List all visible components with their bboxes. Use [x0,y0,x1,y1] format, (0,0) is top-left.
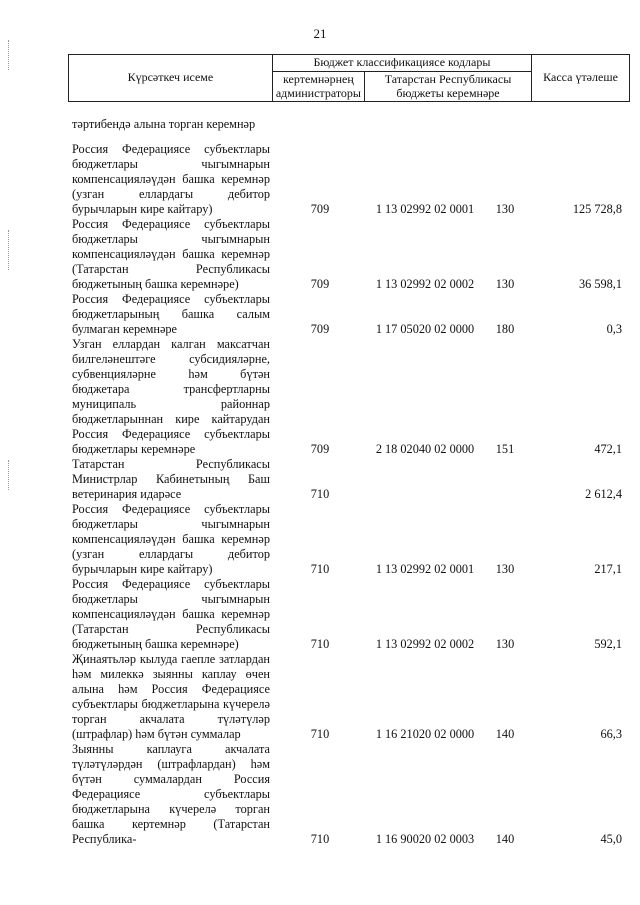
page-number: 21 [313,26,327,41]
row-code: 1 13 02992 02 0002 [375,637,475,651]
row-type: 140 [495,832,515,846]
row-code: 1 16 90020 02 0003 [375,832,475,846]
row-amount: 45,0 [600,832,622,846]
budget-codes-header: Бюджет классификациясе кодлары [272,55,531,72]
row-admin: 709 [310,322,330,336]
row-code: 2 18 02040 02 0000 [375,442,475,456]
row-amount: 66,3 [600,727,622,741]
row-code: 1 13 02992 02 0002 [375,277,475,291]
row-amount: 0,3 [606,322,622,336]
tatarstan-revenues-header: Татарстан Республикасы бюджеты керемнәре [364,71,531,102]
table-row [72,337,622,457]
table-row [72,457,622,502]
table-row [72,502,622,577]
row-name: Татарстан Республикасы Министрлар Кабинетының Баш ветеринария идарәсе [72,457,270,501]
admin-header: кертемнәрнең администраторы [272,71,364,102]
row-amount: 592,1 [594,637,622,651]
row-type: 180 [495,322,515,336]
row-type: 130 [495,277,515,291]
row-admin: 710 [310,727,330,741]
row-admin: 710 [310,487,330,501]
row-name: Россия Федерациясе субъектлары бюджетлары чыгымнарын компенсацияләүдән башка керемнәр (Татарстан Республикасы бюджетының башка керемнәре) [72,577,270,651]
row-type: 151 [495,442,515,456]
row-name: Россия Федерациясе субъектлары бюджетларының башка салым булмаган керемнәре [72,292,270,336]
row-type: 130 [495,637,515,651]
row-type: 130 [495,202,515,216]
cash-execution-header: Касса үтәлеше [532,55,630,102]
table-row [72,292,622,337]
continuation-line: тәртибендә алына торган керемнәр [72,117,256,131]
row-code: 1 13 02992 02 0001 [375,562,475,576]
row-admin: 709 [310,442,330,456]
row-amount: 217,1 [594,562,622,576]
row-admin: 710 [310,562,330,576]
row-amount: 2 612,4 [585,487,622,501]
table-row [72,217,622,292]
left-edge-marks [8,230,11,270]
row-amount: 472,1 [594,442,622,456]
row-type: 140 [495,727,515,741]
row-amount: 125 728,8 [572,202,622,216]
row-name: Җинаятьләр кылуда гаепле затлардан һәм милеккә зыянны каплау өчен алына һәм Россия Федерациясе субъектлары бюджетларына күчерелә торган акчалата түләтүләр (штрафлар) һәм бүтән суммалар [72,652,270,741]
indicator-name-header: Күрсәткеч исеме [69,55,273,102]
table-body [72,117,622,847]
row-code: 1 13 02992 02 0001 [375,202,475,216]
table-header [68,54,630,102]
row-amount: 36 598,1 [578,277,622,291]
left-edge-marks [8,40,11,70]
row-name: Зыянны каплауга акчалата түләтүләрдән (штрафлардан) һәм бүтән суммалардан Россия Федерациясе субъектлары бюджетларына күчерелә торган башка кертемнәр (Татарстан Республика- [72,742,270,846]
left-edge-marks [8,460,11,490]
row-admin: 710 [310,832,330,846]
row-admin: 710 [310,637,330,651]
row-code: 1 17 05020 02 0000 [375,322,475,336]
table-row [72,742,622,847]
row-admin: 709 [310,202,330,216]
row-code: 1 16 21020 02 0000 [375,727,475,741]
row-type: 130 [495,562,515,576]
table-row [72,577,622,652]
row-admin: 709 [310,277,330,291]
row-name: Россия Федерациясе субъектлары бюджетлары чыгымнарын компенсацияләүдән башка керемнәр (узган еллардагы дебитор бурычларын кире кайтару) [72,142,270,216]
row-name: Россия Федерациясе субъектлары бюджетлары чыгымнарын компенсацияләүдән башка керемнәр (узган еллардагы дебитор бурычларын кире кайтару) [72,502,270,576]
table-row [72,142,622,217]
table-row [72,652,622,742]
row-name: Узган еллардан калган максатчан билгеләнештәге субсидияләрне, субвенцияләрне һәм бүтән бюджетара трансфертларны муниципаль районнар бюджетларыннан кире кайтарудан Россия Федерациясе субъектлары бюджетлары керемнәре [72,337,270,456]
row-name: Россия Федерациясе субъектлары бюджетлары чыгымнарын компенсацияләүдән башка керемнәр (Татарстан Республикасы бюджетының башка керемнәре) [72,217,270,291]
